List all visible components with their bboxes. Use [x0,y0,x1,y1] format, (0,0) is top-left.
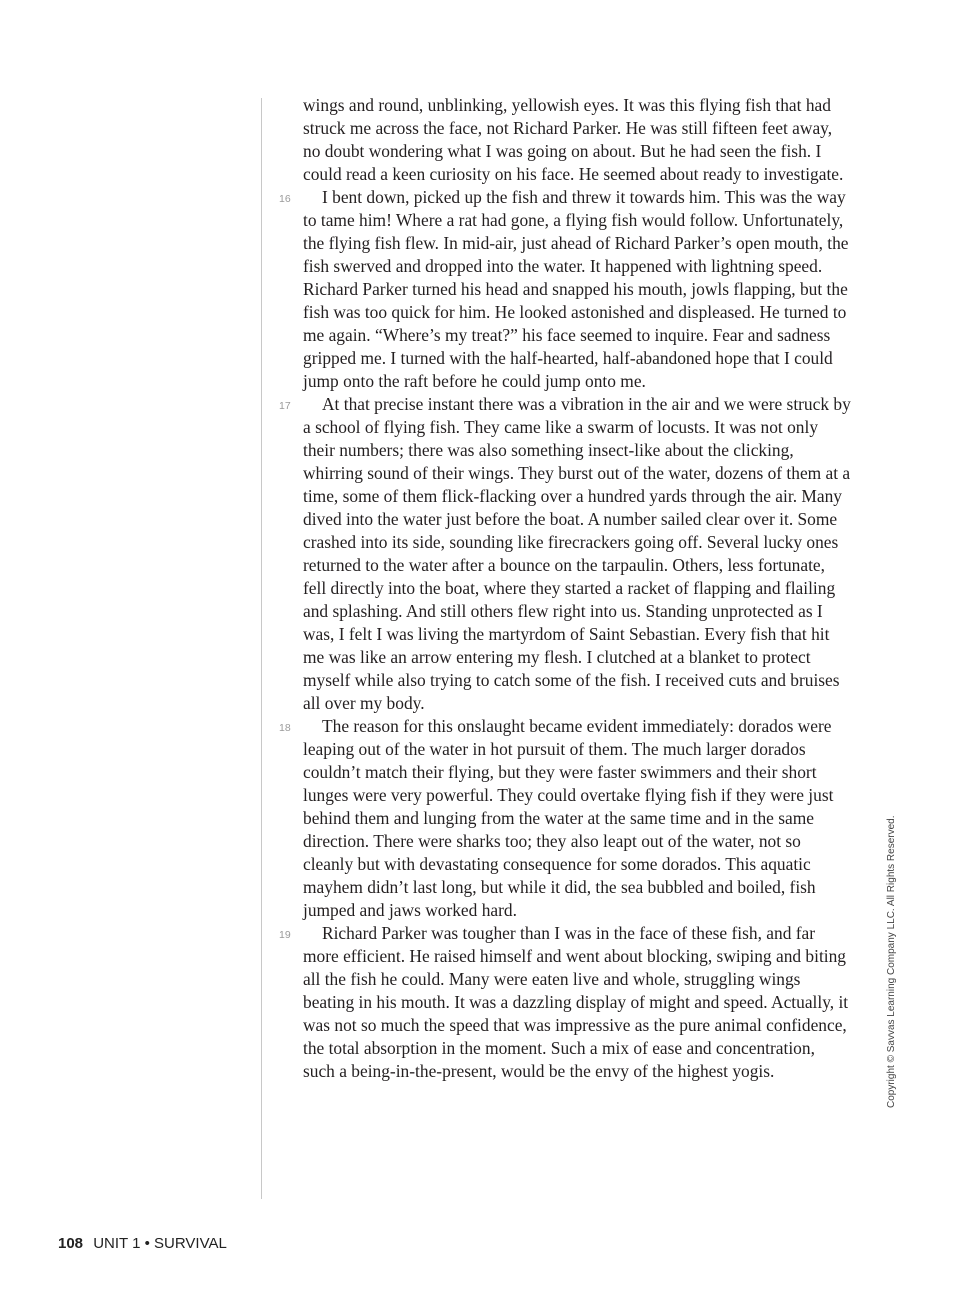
paragraph-17 [279,393,851,715]
paragraph-number: 16 [279,193,291,205]
paragraph-text: The reason for this onslaught became evident immediately: dorados were leaping out of the water in hot pursuit of them. The much larger dorados couldn’t match their flying, but they were faster swimmers and their short lunges were very powerful. They could overtake flying fish if they were just behind them and lunging from the water at the same time and in the same direction. There were sharks too; they also leapt out of the water, not so cleanly but with devastating consequence for some dorados. This aquatic mayhem didn’t last long, but while it did, the sea bubbled and boiled, fish jumped and jaws worked hard. [303,716,834,920]
paragraph-19 [279,922,851,1083]
page-footer [58,1235,227,1252]
copyright-notice: Copyright © Savvas Learning Company LLC. All Rights Reserved. [886,815,897,1108]
paragraph-number: 18 [279,722,291,734]
paragraph-number: 19 [279,929,291,941]
story-text [279,94,851,1083]
unit-label: UNIT 1 • SURVIVAL [93,1235,227,1252]
paragraph-number: 17 [279,400,291,412]
paragraph-18 [279,715,851,922]
margin-rule [261,98,262,1199]
paragraph-text: wings and round, unblinking, yellowish eyes. It was this flying fish that had struck me across the face, not Richard Parker. He was still fifteen feet away, no doubt wondering what I was going on about. But he had seen the fish. I could read a keen curiosity on his face. He seemed about ready to investigate. [303,95,844,184]
paragraph-text: I bent down, picked up the fish and threw it towards him. This was the way to tame him! Where a rat had gone, a flying fish would follow. Unfortunately, the flying fish flew. In mid-air, just ahead of Richard Parker’s open mouth, the fish swerved and dropped into the water. It happened with lightning speed. Richard Parker turned his head and snapped his mouth, jowls flapping, but the fish was too quick for him. He looked astonished and displeased. He turned to me again. “Where’s my treat?” his face seemed to inquire. Fear and sadness gripped me. I turned with the half-hearted, half-abandoned hope that I could jump onto the raft before he could jump onto me. [303,187,849,391]
paragraph-text: Richard Parker was tougher than I was in the face of these fish, and far more efficient. He raised himself and went about blocking, swiping and biting all the fish he could. Many were eaten live and whole, struggling wings beating in his mouth. It was a dazzling display of might and speed. Actually, it was not so much the speed that was impressive as the pure animal confidence, the total absorption in the moment. Such a mix of ease and concentration, such a being-in-the-present, would be the envy of the highest yogis. [303,923,849,1081]
paragraph-16 [279,186,851,393]
page-number: 108 [58,1235,84,1252]
paragraph-continued [303,94,851,186]
paragraph-text: At that precise instant there was a vibration in the air and we were struck by a school of flying fish. They came like a swarm of locusts. It was not only their numbers; there was also something insect-like about the clicking, whirring sound of their wings. They burst out of the water, dozens of them at a time, some of them flick-flacking over a hundred yards through the air. Many dived into the water just before the boat. A number sailed clear over it. Some crashed into its side, sounding like firecrackers going off. Several lucky ones returned to the water after a bounce on the tarpaulin. Others, less fortunate, fell directly into the boat, where they started a racket of flapping and flailing and splashing. And still others flew right into us. Standing unprotected as I was, I felt I was living the martyrdom of Saint Sebastian. Every fish that hit me was like an arrow entering my flesh. I clutched at a blanket to protect myself while also trying to catch some of the fish. I received cuts and bruises all over my body. [303,394,851,713]
